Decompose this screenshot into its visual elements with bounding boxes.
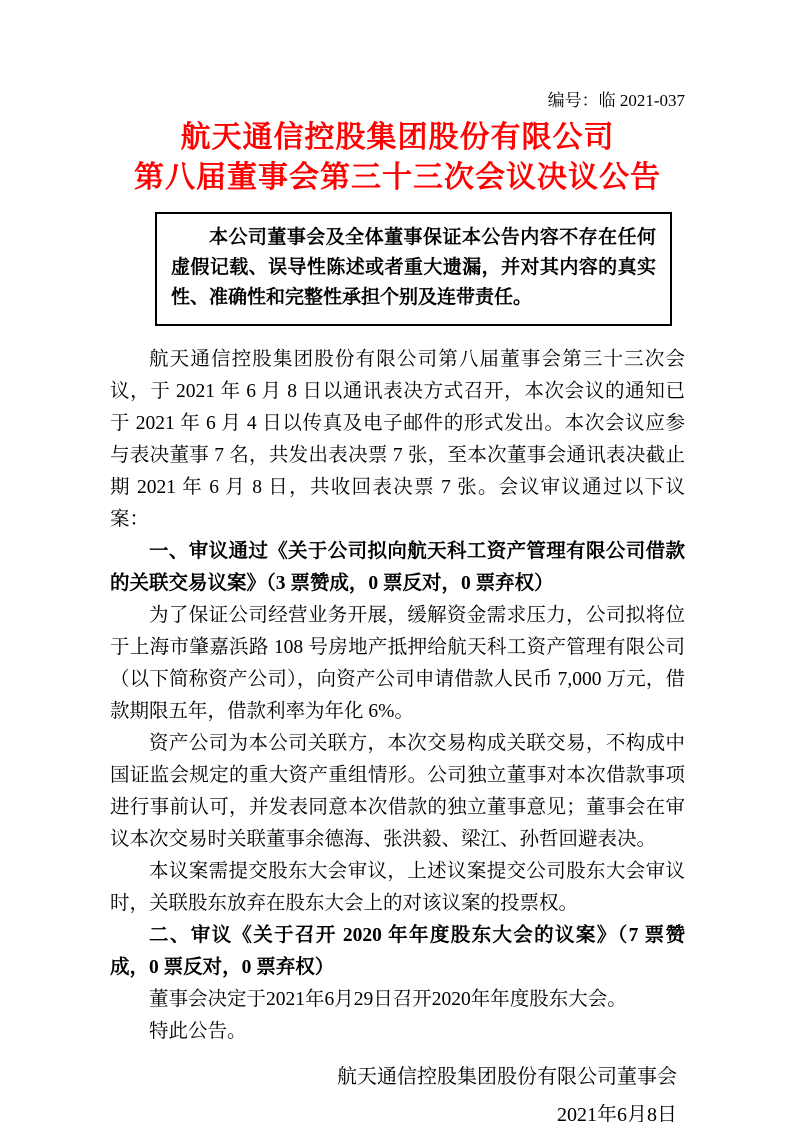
signature-date: 2021年6月8日 [557, 1104, 677, 1122]
paragraph-shareholder-meeting-submission: 本议案需提交股东大会审议，上述议案提交公司股东大会审议时，关联股东放弃在股东大会上的对该议案的投票权。 [110, 861, 685, 914]
paragraph-closing: 特此公告。 [149, 1021, 247, 1042]
title-line-company: 航天通信控股集团股份有限公司 [180, 121, 615, 154]
disclaimer-box [155, 212, 672, 326]
paragraph-agm-date: 董事会决定于2021年6月29日召开2020年年度股东大会。 [149, 989, 627, 1010]
resolution-1-heading: 一、审议通过《关于公司拟向航天科工资产管理有限公司借款的关联交易议案》（3 票赞成，0 票反对，0 票弃权） [110, 541, 685, 594]
signature-company: 航天通信控股集团股份有限公司董事会 [337, 1066, 677, 1088]
announcement-title [110, 118, 685, 198]
title-line-meeting: 第八届董事会第三十三次会议决议公告 [134, 161, 661, 194]
paragraph-loan-details: 为了保证公司经营业务开展，缓解资金需求压力，公司拟将位于上海市肇嘉浜路 108 号房地产抵押给航天科工资产管理有限公司（以下简称资产公司），向资产公司申请借款人民币 7,000 万元，借款期限五年，借款利率为年化 6%。 [110, 605, 685, 722]
paragraph-meeting-info: 航天通信控股集团股份有限公司第八届董事会第三十三次会议，于 2021 年 6 月 8 日以通讯表决方式召开，本次会议的通知已于 2021 年 6 月 4 日以传真及电子邮件的形式发出。本次会议应参与表决董事 7 名，共发出表决票 7 张，至本次董事会通讯表决截止期 2021 年 6 月 8 日，共收回表决票 7 张。会议审议通过以下议案： [110, 349, 685, 530]
resolution-2-heading: 二、审议《关于召开 2020 年年度股东大会的议案》（7 票赞成，0 票反对，0 票弃权） [110, 925, 685, 978]
announcement-body [110, 344, 685, 1048]
signature-block [110, 1058, 685, 1122]
doc-number: 编号：临 2021-037 [547, 91, 685, 110]
paragraph-related-party: 资产公司为本公司关联方，本次交易构成关联交易，不构成中国证监会规定的重大资产重组情形。公司独立董事对本次借款事项进行事前认可，并发表同意本次借款的独立董事意见；董事会在审议本次交易时关联董事余德海、张洪毅、梁江、孙哲回避表决。 [110, 733, 685, 850]
disclaimer-text: 本公司董事会及全体董事保证本公告内容不存在任何虚假记载、误导性陈述或者重大遗漏，并对其内容的真实性、准确性和完整性承担个别及连带责任。 [171, 227, 656, 308]
